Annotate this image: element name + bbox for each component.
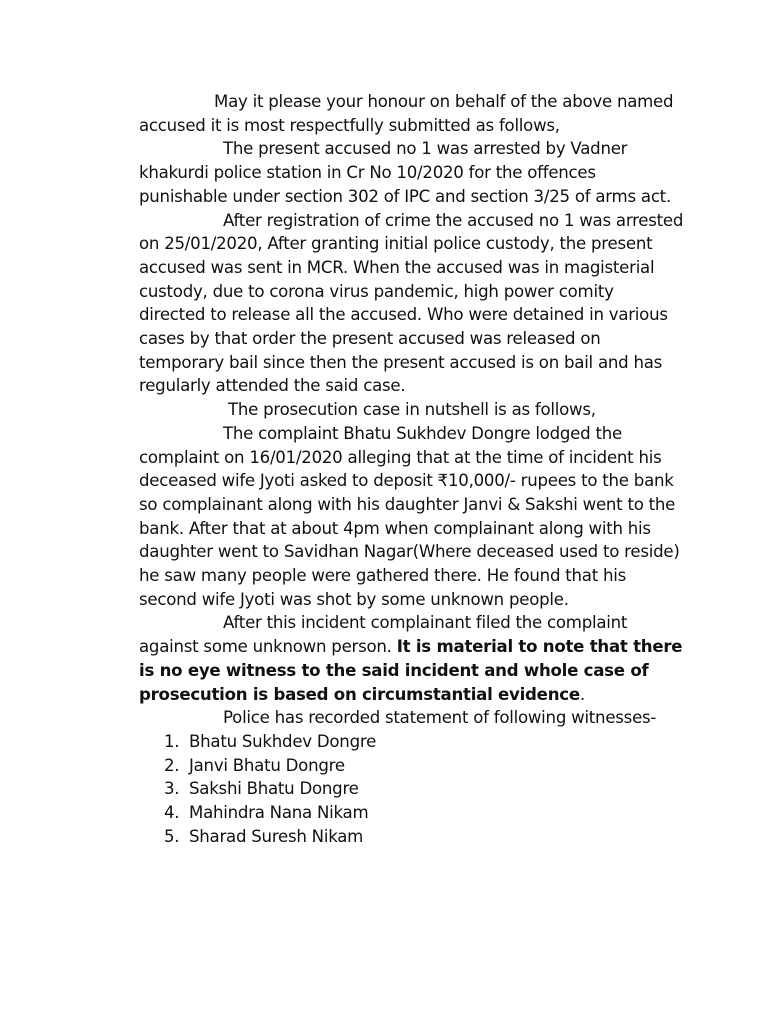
prosecution-intro: The prosecution case in nutshell is as follows,	[228, 400, 596, 420]
witness-item	[139, 754, 684, 778]
incident-bold-text: It is material to note that there is no eye witness to the said incident and whole case of prosecution is based on circumstantial evidence	[139, 637, 683, 704]
witness-number: 4.	[164, 803, 180, 823]
custody-paragraph: After registration of crime the accused no 1 was arrested on 25/01/2020, After granting initial police custody, the present accused was sent in MCR. When the accused was in magisterial custody, due to corona virus pandemic, high power comity directed to release all the accused. Who were detained in various cases by that order the present accused was released on temporary bail since then the present accused is on bail and has regularly attended the said case.	[139, 210, 684, 396]
complaint-paragraph: The complaint Bhatu Sukhdev Dongre lodged the complaint on 16/01/2020 alleging that at the time of incident his deceased wife Jyoti asked to deposit ₹10,000/- rupees to the bank so complainant along with his daughter Janvi & Sakshi went to the bank. After that at about 4pm when complainant along with his daughter went to Savidhan Nagar(Where deceased used to reside) he saw many people were gathered there. He found that his second wife Jyoti was shot by some unknown people.	[139, 423, 680, 609]
witness-item	[139, 730, 684, 754]
arrest-paragraph: The present accused no 1 was arrested by Vadner khakurdi police station in Cr No 10/2020 for the offences punishable under section 302 of IPC and section 3/25 of arms act.	[139, 139, 671, 206]
witness-name: Bhatu Sukhdev Dongre	[189, 731, 377, 751]
witness-number: 3.	[164, 779, 180, 799]
witness-item	[139, 777, 684, 801]
witness-number: 1.	[164, 731, 180, 751]
witness-number: 5.	[164, 826, 180, 846]
witness-name: Sakshi Bhatu Dongre	[189, 779, 359, 799]
incident-plain-text: After this incident complainant filed the complaint against some unknown person.	[139, 613, 628, 657]
incident-paragraph	[139, 611, 684, 706]
witness-intro: Police has recorded statement of following witnesses-	[223, 708, 657, 728]
witness-name: Mahindra Nana Nikam	[189, 803, 369, 823]
witness-list	[139, 730, 684, 849]
document-page	[139, 90, 684, 849]
witness-item	[139, 825, 684, 849]
opening-paragraph: May it please your honour on behalf of the above named accused it is most respectfully submitted as follows,	[139, 92, 674, 135]
witness-name: Sharad Suresh Nikam	[189, 826, 364, 846]
witness-item	[139, 801, 684, 825]
incident-end-text: .	[579, 684, 585, 704]
witness-name: Janvi Bhatu Dongre	[189, 755, 345, 775]
witness-number: 2.	[164, 755, 180, 775]
